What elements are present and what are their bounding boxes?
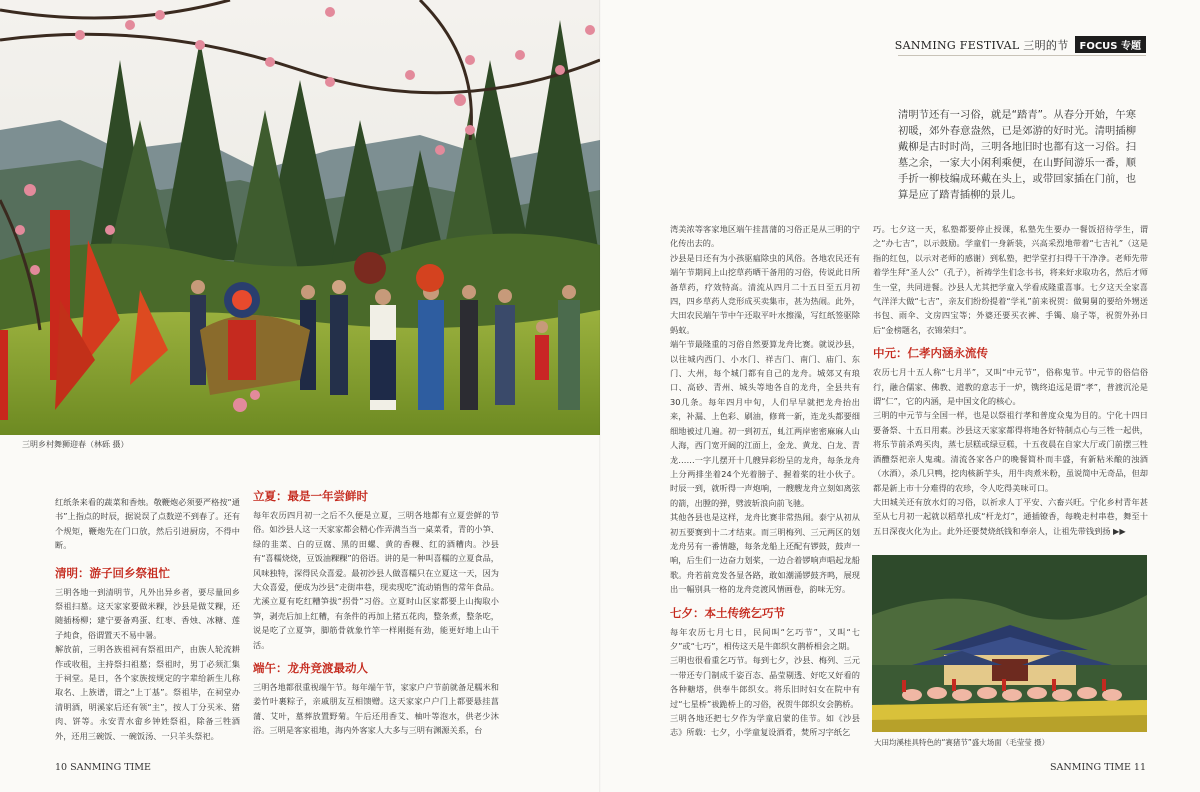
paragraph: 三明各地都很重视端午节。每年端午节，家家户户节前就备足糯米和姜竹叶裹粽子，亲戚朋友互相馈赠。这天家家户户门上都要悬挂菖蒲、艾叶，墓葬放置野菊。午后还用香艾、柚叶等泡水，供老少沐浴。三明是客家祖地，海内外客家人大多与三明有渊源关系，台 xyxy=(253,682,499,736)
photo-caption: 三明乡村舞狮迎春（林砾 摄） xyxy=(22,440,129,449)
paragraph: 红纸条来看的蔬菜和香烛。敬鞭炮必须要严格按“通书”上指点的时辰，据说误了点数逆不到春了。还有个规矩，鞭炮先在门口放，然后引进厨房，不得中断。 xyxy=(55,497,240,551)
paragraph: 每年农历四月初一之后不久便是立夏，三明各地都有立夏尝鲜的节俗。如沙县人这一天家家都会精心作弄满当当一桌菜肴，青的小笋、绿的韭菜、白的豆腐、黑的田螺、黄的香粿、红的酒糟肉。沙县有“喜糯烧烧，豆饭油粿粿”的俗语。讲的是一种叫喜糯的立夏食品，风味独特，深得民众喜爱。最初沙县人做喜糯只在立夏这一天，因为大众喜爱，便成为沙县“走街串巷，现卖现吃”流动销售的常年食品。 xyxy=(253,510,499,593)
section-heading-duanwu: 端午：龙舟竞渡最动人 xyxy=(253,661,368,676)
page-number-right: SANMING TIME 11 xyxy=(1050,762,1146,773)
text-column-4 xyxy=(873,222,1148,538)
magazine-brand: SANMING FESTIVAL 三明的节 xyxy=(894,38,1069,52)
paragraph: 三明各地还把七夕作为学童启蒙的佳节。如《沙县志》所载：七夕，小学童复设酒肴，焚所习字纸乞 xyxy=(670,713,860,738)
pig-festival-photo xyxy=(872,555,1147,732)
paragraph: 大田城关还有放水灯的习俗，以祈求人丁平安、六畜兴旺。宁化乡村青年甚至从七月初一起就以稻草扎成“杆龙灯”，通插镣香，每晚走村串巷，舞至十五日深夜火化为止。此外还要焚烧纸钱和奉亲人，让祖先带钱到扬 ▶▶ xyxy=(873,496,1148,536)
spread-fold xyxy=(599,0,601,792)
text-column-3 xyxy=(670,222,860,740)
section-heading-qingming: 清明：游子回乡祭祖忙 xyxy=(55,565,170,580)
paragraph: 端午节最隆重的习俗自然要算龙舟比赛。就说沙县，以往城内西门、小水门、祥吉门、南门、庙门、东门、大州，每个城门都有自己的龙舟。城郊又有琅口、高砂、青州、城头等地各自的龙舟，全县共有30几条。每年四月中旬，人们早早就把龙舟抬出来，补漏、上色彩、刷油，修葺一新，连龙头都要细细地被过几遍。初一到初五，虬江两岸密密麻麻人山人海，西门宽开阔的江面上，金龙、黄龙、白龙、青龙……一字儿摆开十几艘异彩纷呈的龙舟，每条龙舟上分两排坐着24个光着膀子、握着桨的壮小伙子。时辰一到，就听得一声炮响，一艘艘龙舟立刻如离弦的箭，出膛的弹，劈波斩浪向前飞驰。 xyxy=(670,339,860,508)
paragraph: 每年农历七月七日，民间叫“乞巧节”，又叫“七夕”或“七巧”，相传这天是牛郎织女鹊桥相会之期。 xyxy=(670,626,860,651)
lion-dance-photo xyxy=(0,0,600,435)
section-heading-zhongyuan: 中元：仁孝内涵永流传 xyxy=(873,346,988,361)
section-heading-qixi: 七夕：本土传统乞巧节 xyxy=(670,605,785,620)
page-number-left: 10 SANMING TIME xyxy=(55,762,151,773)
paragraph: 解放前，三明各族祖祠有祭祖田产，由族人轮流耕作或收租，主持祭扫祖墓；祭祖时，男丁必须汇集于祠堂。是日，各个家族按规定的字辈给新生儿称取名、上族谱，谓之“上丁基”。祭祖毕，在祠堂办清明酒，明溪家后还有领“主”，按人丁分买米、猪肉、饼等。永安青水畲乡钟姓祭祖，除备三牲酒外，还用三碗饭、一碗饭汤、一只羊头祭祀。 xyxy=(55,644,240,741)
paragraph: 农历七月十五人称“七月半”，又叫“中元节”，俗称鬼节。中元节的俗信俗行，融合儒家、佛教、道教的意志于一炉，镌终追远是谓“孝”，普渡沉沦是谓“仁”，它的内涵，是中国文化的核心。 xyxy=(873,367,1148,407)
paragraph: 其他各县也是这样，龙舟比赛非常热闹。泰宁从初从初五要赛到十二才结束。而三明梅列、三元两区的划龙舟另有一番情趣，每条龙船上还配有锣鼓，鼓声一响，后生们一边奋力划桨，一边合着锣响声唱起龙船歌。舟若前竞发各显各路，敢如潮涌锣鼓齐鸣，展现出一幅别具一格的龙舟竞渡风情画卷，韵味无穷。 xyxy=(670,512,860,595)
paragraph: 三明的中元节与全国一样，也是以祭祖行孝和普度众鬼为目的。宁化十四日要备祭、十五日用素。沙县这天家家都得将地各好特制点心与三牲一起供，将乐节前杀鸡买肉，蒸七层糕或绿豆糕，十五夜晨在自家大厅或门前摆三牲酒醴祭祀亲人鬼魂。清流各家各户的晚餐简朴而丰盛，有新粘米酿的浊酒（水酒），杀几只鸭，挖肉核新芋头，用牛肉煮米粉，虽说简中无奇品，但却都是新上市十分难得的农珍，令人吃得美味可口。 xyxy=(873,410,1148,493)
focus-tag: FOCUS 专题 xyxy=(1075,36,1146,53)
paragraph: 尤溪立夏有吃红糟笋拔“拐骨”习俗。立夏时山区家都要上山掏取小笋，剥壳后加上红糟，有条件的再加上猪五花肉，整条煮，整条吃，说是吃了立夏笋，脚筋骨就象竹竿一样刚挺有劲，能更好地上山干活。 xyxy=(253,596,499,650)
paragraph: 巧。七夕这一天，私塾都要停止授课，私塾先生要办一餐饭招待学生，谓之“办七吉”，以示鼓励。学童们一身新装，兴高采烈地带着“七吉礼”（这是指的红包，以示对老师的感谢）到私塾，把学堂打扫得干干净净。老师先带着学生拜“圣人公”（孔子），祈祷学生们念书书，将来好求取功名，然后才师生一堂，共同进餐。沙县人尤其把学童入学看成隆重喜事。七夕这天全家喜气洋洋大做“七吉”，亲友们纷纷提着“学礼”前来祝贺：做舅舅的要给外甥送书包、雨伞、文房四宝等；外婆还要买衣裤、手镯、扇子等，祝贺外孙日后“金榜题名，衣锦荣归”。 xyxy=(873,224,1148,335)
paragraph: 沙县是日还有为小孩驱瘟除虫的风俗。各地农民还有端午节期间上山挖草药晒干备用的习俗，传说此日所备草药，疗效特高。清流从四月二十五日至五月初四，四乡草药人竞形成买卖集市，甚为热闹。此外，大田农民端午节中午还取平叶水擦澡，写红纸签驱除蚂蚁。 xyxy=(670,252,860,335)
paragraph: 三明各地一到清明节，凡外出异乡者，要尽量回乡祭祖扫墓。这天家家要做米粿，沙县是做艾粿，还随插杨柳；建宁要备鸡蛋、红枣、香烛、冰糖、莲子炖食，俗谓置天不易中暑。 xyxy=(55,586,240,640)
photo-caption: 大田均溪桂具特色的“赛猪节”盛大场面（毛莹莹 摄） xyxy=(874,738,1050,747)
paragraph: 三明也很看重乞巧节。每到七夕，沙县、梅列、三元一带还专门制成千姿百态、晶莹剔透、好吃又好看的各种糖塔，供奉牛郎织女。将乐旧时妇女在院中有过“七星桥”祓跪桥上的习俗，祝贺牛郎织女会鹊桥。 xyxy=(670,655,860,709)
paragraph: 湾美浓等客家地区端午挂菖蒲的习俗正是从三明的宁化传出去的。 xyxy=(670,224,860,249)
intro-paragraph: 清明节还有一习俗，就是“踏青”。从春分开始，午寒初暖，郊外春意盎然，已是郊游的好时光。清明插柳戴柳是古时时尚，三明各地旧时也都有这一习俗。扫墓之余，一家大小闲利乘便，在山野间游乐一番，顺手折一柳枝编成环戴在头上，或带回家插在门前，也算是应了踏青插柳的景儿。 xyxy=(898,109,1136,201)
text-column-2 xyxy=(253,488,499,738)
section-header xyxy=(895,36,1146,53)
text-column-1 xyxy=(55,495,240,743)
section-heading-lixia: 立夏：最是一年尝鲜时 xyxy=(253,489,368,503)
header-divider xyxy=(898,55,1146,56)
